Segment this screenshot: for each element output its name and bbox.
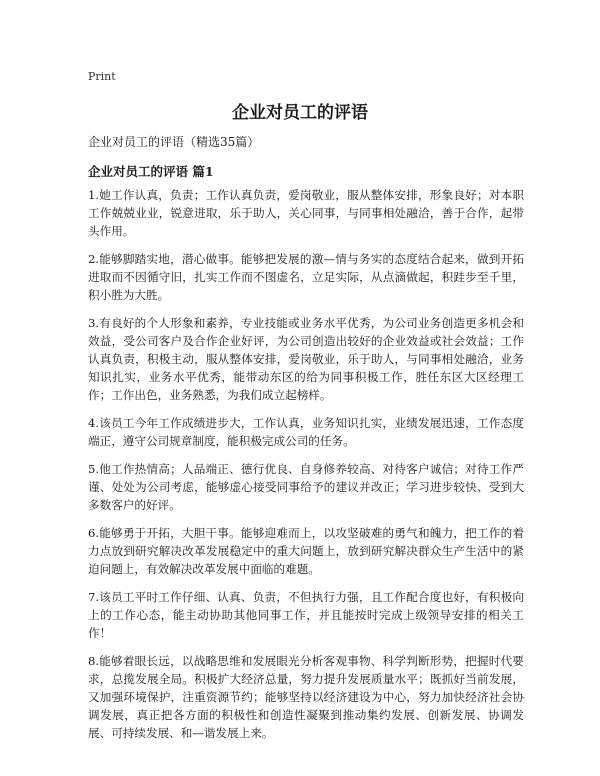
document-subtitle: 企业对员工的评语（精选35篇） [88, 135, 260, 149]
print-label[interactable]: Print [88, 70, 116, 83]
paragraph-5: 5.他工作热情高；人品端正、德行优良、自身修养较高、对待客户诚信；对待工作严谨、处处为公司考虑，能够虚心接受同事给予的建议并改正；学习进步较快、受到大多数客户的好评。 [88, 462, 524, 512]
paragraph-6: 6.能够勇于开拓，大胆干事。能够迎难而上，以攻坚破难的勇气和魄力，把工作的着力点放到研究解决改革发展稳定中的重大问题上，放到研究解决群众生产生活中的紧迫问题上，有效解决改革发展中面临的难题。 [88, 526, 524, 576]
paragraph-7: 7.该员工平时工作仔细、认真、负责，不但执行力强，且工作配合度也好，有积极向上的工作心态，能主动协助其他同事工作，并且能按时完成上级领导安排的相关工作！ [88, 590, 524, 640]
article-body [88, 186, 524, 752]
page-title: 企业对员工的评语 [232, 103, 368, 123]
paragraph-2: 2.能够脚踏实地，潜心做事。能够把发展的激—情与务实的态度结合起来，做到开拓进取而不因循守旧，扎实工作而不图虚名，立足实际，从点滴做起，积跬步至千里，积小胜为大胜。 [88, 252, 524, 302]
paragraph-8: 8.能够着眼长远，以战略思维和发展眼光分析客观事物、科学判断形势，把握时代要求，总揽发展全局。积极扩大经济总量，努力提升发展质量水平；既抓好当前发展，又加强环境保护，注重资源节约；能够坚持以经济建设为中心，努力加快经济社会协调发展，真正把各方面的积极性和创造性凝聚到推动集约发展、创新发展、协调发展、可持续发展、和—谐发展上来。 [88, 654, 524, 740]
paragraph-3: 3.有良好的个人形象和素养，专业技能或业务水平优秀，为公司业务创造更多机会和效益，受公司客户及合作企业好评，为公司创造出较好的企业效益或社会效益；工作认真负责，积极主动，服从整体安排，爱岗敬业，乐于助人，与同事相处融洽，业务知识扎实，业务水平优秀，能带动东区的给为同事积极工作，胜任东区大区经理工作；工作出色，业务熟悉，为我们成立起榜样。 [88, 316, 524, 402]
section-heading: 企业对员工的评语 篇1 [88, 164, 214, 179]
paragraph-1: 1.她工作认真，负责；工作认真负责，爱岗敬业，服从整体安排，形象良好；对本职工作兢兢业业，锐意进取，乐于助人，关心同事，与同事相处融洽，善于合作，起带头作用。 [88, 188, 524, 238]
paragraph-4: 4.该员工今年工作成绩进步大，工作认真，业务知识扎实，业绩发展迅速，工作态度端正，遵守公司规章制度，能积极完成公司的任务。 [88, 416, 524, 448]
